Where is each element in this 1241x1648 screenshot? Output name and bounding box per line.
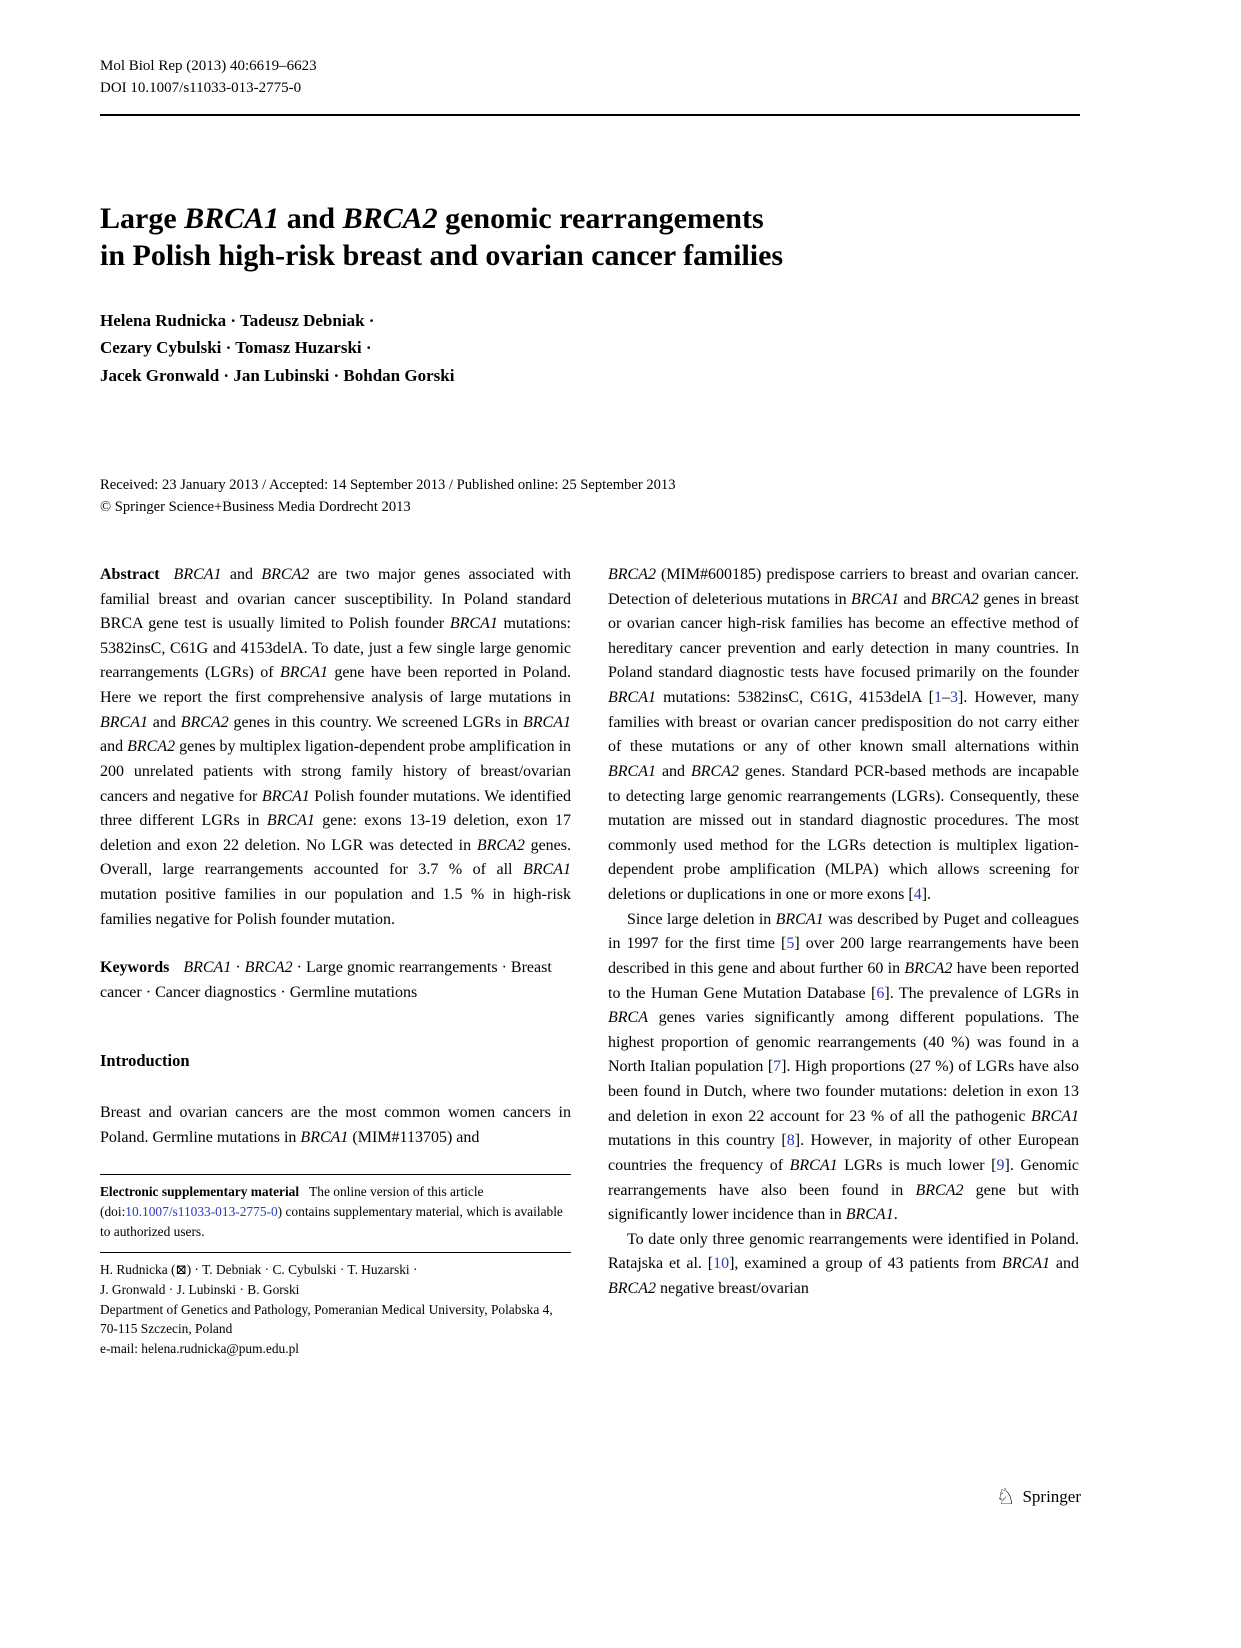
page-header [100, 56, 1080, 116]
supplementary-material-note [100, 1182, 571, 1241]
supplementary-material-label: Electronic supplementary material [100, 1184, 300, 1200]
article-title: Large BRCA1 and BRCA2 genomic rearrangements in Polish high-risk breast and ovarian cancer families [100, 201, 784, 272]
header-rule [100, 114, 1080, 116]
abstract [100, 563, 571, 932]
inline-link[interactable]: 9 [996, 1156, 1005, 1174]
keywords-text: BRCA1 · BRCA2 · Large gnomic rearrangements · Breast cancer · Cancer diagnostics · Germline mutations [100, 959, 552, 1001]
supplementary-material-text: The online version of this article (doi:10.1007/s11033-013-2775-0) contains supplementary material, which is available to authorized users. [100, 1184, 563, 1239]
abstract-label: Abstract [100, 565, 160, 583]
left-column [100, 563, 571, 1370]
footnote-rule-top [100, 1174, 571, 1175]
journal-citation: Mol Biol Rep (2013) 40:6619–6623 [100, 58, 317, 74]
springer-horse-icon: ♘ [995, 1484, 1016, 1509]
body-paragraph-3: To date only three genomic rearrangements were identified in Poland. Ratajska et al. [10], examined a group of 43 patients from BRCA1 and BRCA2 negative breast/ovarian [608, 1230, 1079, 1297]
doi-line: DOI 10.1007/s11033-013-2775-0 [100, 79, 302, 96]
two-column-body [100, 563, 1080, 1370]
body-paragraph-2: Since large deletion in BRCA1 was described by Puget and colleagues in 1997 for the first time [5] over 200 large rearrangements have been described in this gene and about further 60 in BRCA2 have been reported to the Human Gene Mutation Database [6]. The prevalence of LGRs in BRCA genes varies significantly among different populations. The highest proportion of genomic rearrangements (40 %) was found in a North Italian population [7]. High proportions (27 %) of LGRs have also been found in Dutch, where two founder mutations: deletion in exon 13 and deletion in exon 22 account for 23 % of all the pathogenic BRCA1 mutations in this country [8]. However, in majority of other European countries the frequency of BRCA1 LGRs is much lower [9]. Genomic rearrangements have also been found in BRCA2 gene but with significantly lower incidence than in BRCA1. [608, 910, 1080, 1224]
body-paragraph-1: BRCA2 (MIM#600185) predispose carriers to breast and ovarian cancer. Detection of deleterious mutations in BRCA1 and BRCA2 genes in breast or ovarian cancer high-risk families has become an effective method of hereditary cancer prevention and early detection in many countries. In Poland standard diagnostic tests have focused primarily on the founder BRCA1 mutations: 5382insC, C61G, 4153delA [1–3]. However, many families with breast or ovarian cancer predisposition do not carry either of these mutations or any of other known small alternations within BRCA1 and BRCA2 genes. Standard PCR-based methods are incapable to detecting large genomic rearrangements (LGRs). Consequently, these mutation are missed out in standard diagnostic procedures. The most commonly used method for the LGRs detection is multiplex ligation-dependent probe amplification (MLPA) which allows screening for deletions or duplications in one or more exons [4]. [608, 565, 1080, 903]
copyright-line: © Springer Science+Business Media Dordrecht 2013 [100, 498, 411, 515]
inline-link[interactable]: 7 [773, 1058, 782, 1076]
keywords [100, 956, 571, 1005]
article-meta [100, 475, 1080, 519]
abstract-text: BRCA1 and BRCA2 are two major genes associated with familial breast and ovarian cancer susceptibility. In Poland standard BRCA gene test is usually limited to Polish founder BRCA1 mutations: 5382insC, C61G and 4153delA. To date, just a few single large genomic rearrangements (LGRs) of BRCA1 gene have been reported in Poland. Here we report the first comprehensive analysis of large mutations in BRCA1 and BRCA2 genes in this country. We screened LGRs in BRCA1 and BRCA2 genes by multiplex ligation-dependent probe amplification in 200 unrelated patients with strong family history of breast/ovarian cancers and negative for BRCA1 Polish founder mutations. We identified three different LGRs in BRCA1 gene: exons 13-19 deletion, exon 17 deletion and exon 22 deletion. No LGR was detected in BRCA2 genes. Overall, large rearrangements accounted for 3.7 % of all BRCA1 mutation positive families in our population and 1.5 % in high-risk families negative for Polish founder mutation. [100, 565, 572, 928]
inline-link[interactable]: 1 [934, 689, 942, 706]
section-heading-introduction: Introduction [100, 1050, 190, 1070]
inline-link[interactable]: 4 [913, 886, 922, 903]
inline-link[interactable]: 3 [950, 689, 958, 706]
author-list: Helena Rudnicka · Tadeusz Debniak · Cezary Cybulski · Tomasz Huzarski · Jacek Gronwald · Jan Lubinski · Bohdan Gorski [100, 310, 455, 385]
inline-link[interactable]: 10 [713, 1255, 730, 1273]
inline-link[interactable]: 8 [786, 1132, 795, 1150]
footnote-rule-bottom [100, 1252, 571, 1253]
right-column [608, 563, 1079, 1370]
received-accepted-published: Received: 23 January 2013 / Accepted: 14 September 2013 / Published online: 25 September 2013 [100, 477, 676, 494]
inline-link[interactable]: 10.1007/s11033-013-2775-0 [125, 1203, 278, 1219]
springer-logo [996, 1486, 1081, 1508]
springer-logo-text: Springer [1022, 1487, 1081, 1506]
inline-link[interactable]: 5 [786, 935, 795, 953]
introduction-paragraph: Breast and ovarian cancers are the most common women cancers in Poland. Germline mutations in BRCA1 (MIM#113705) and [100, 1103, 571, 1146]
footnotes [100, 1150, 571, 1370]
keywords-label: Keywords [100, 959, 170, 977]
correspondence-note: H. Rudnicka (⊠) · T. Debniak · C. Cybulski · T. Huzarski · J. Gronwald · J. Lubinski · B. Gorski Department of Genetics and Pathology, Pomeranian Medical University, Polabska 4, 70-115 Szczecin, Poland e-mail: helena.rudnicka@pum.edu.pl [100, 1262, 553, 1357]
inline-link[interactable]: 6 [876, 984, 885, 1002]
